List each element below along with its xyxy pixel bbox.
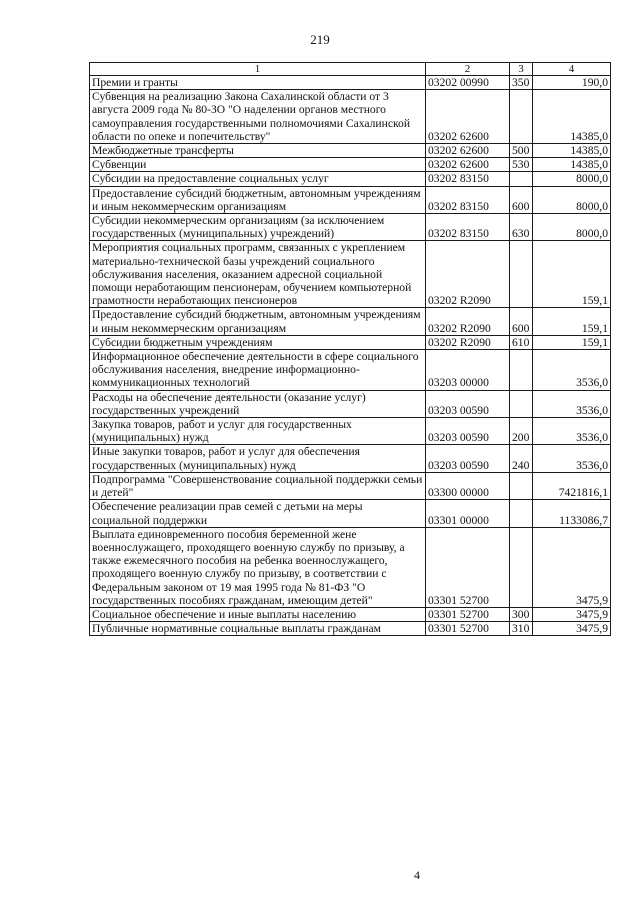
row-code-cell: 03202 62600 (426, 144, 510, 158)
table-row (90, 76, 611, 90)
row-type-cell (510, 527, 533, 607)
row-name-cell: Субсидии на предоставление социальных услуг (90, 172, 426, 186)
row-name-cell: Публичные нормативные социальные выплаты гражданам (90, 622, 426, 636)
row-code-cell: 03301 52700 (426, 607, 510, 621)
row-amount-cell: 159,1 (533, 241, 611, 308)
row-amount-cell: 3536,0 (533, 350, 611, 391)
table-header-row (90, 63, 611, 76)
table-row (90, 527, 611, 607)
table-row (90, 241, 611, 308)
row-code-cell: 03202 62600 (426, 90, 510, 144)
header-col-4: 4 (533, 63, 611, 76)
header-col-1: 1 (90, 63, 426, 76)
table-row (90, 350, 611, 391)
row-type-cell: 350 (510, 76, 533, 90)
row-amount-cell: 3536,0 (533, 418, 611, 445)
row-type-cell (510, 350, 533, 391)
table-row (90, 158, 611, 172)
table-row (90, 335, 611, 349)
row-code-cell: 03203 00590 (426, 418, 510, 445)
row-amount-cell: 3475,9 (533, 527, 611, 607)
footer-mark: 4 (414, 868, 420, 882)
row-code-cell: 03203 00590 (426, 445, 510, 472)
row-type-cell (510, 500, 533, 527)
table-row (90, 500, 611, 527)
row-name-cell: Обеспечение реализации прав семей с детьми на меры социальной поддержки (90, 500, 426, 527)
budget-table (89, 62, 611, 636)
row-type-cell: 630 (510, 214, 533, 241)
row-name-cell: Премии и гранты (90, 76, 426, 90)
row-name-cell: Иные закупки товаров, работ и услуг для обеспечения государственных (муниципальных) нужд (90, 445, 426, 472)
row-amount-cell: 14385,0 (533, 158, 611, 172)
row-name-cell: Закупка товаров, работ и услуг для государственных (муниципальных) нужд (90, 418, 426, 445)
row-type-cell (510, 241, 533, 308)
row-code-cell: 03202 R2090 (426, 241, 510, 308)
row-amount-cell: 8000,0 (533, 186, 611, 213)
row-type-cell: 600 (510, 186, 533, 213)
table-row (90, 214, 611, 241)
row-amount-cell: 3536,0 (533, 445, 611, 472)
row-type-cell (510, 390, 533, 417)
table-row (90, 144, 611, 158)
table-row (90, 308, 611, 335)
row-name-cell: Информационное обеспечение деятельности в сфере социального обслуживания населения, внедрение информационно-коммуникационных технологий (90, 350, 426, 391)
row-type-cell: 200 (510, 418, 533, 445)
row-amount-cell: 3475,9 (533, 607, 611, 621)
row-code-cell: 03202 62600 (426, 158, 510, 172)
row-amount-cell: 3475,9 (533, 622, 611, 636)
row-name-cell: Мероприятия социальных программ, связанных с укреплением материально-технической базы учреждений социального обслуживания населения, оказанием адресной социальной помощи неработающим пенсионерам, обучением компьютерной грамотности неработающих пенсионеров (90, 241, 426, 308)
row-code-cell: 03301 52700 (426, 527, 510, 607)
row-code-cell: 03203 00590 (426, 390, 510, 417)
row-code-cell: 03202 00990 (426, 76, 510, 90)
table-row (90, 390, 611, 417)
row-name-cell: Социальное обеспечение и иные выплаты населению (90, 607, 426, 621)
row-amount-cell: 190,0 (533, 76, 611, 90)
header-col-2: 2 (426, 63, 510, 76)
row-name-cell: Выплата единовременного пособия беременной жене военнослужащего, проходящего военную службу по призыву, а также ежемесячного пособия на ребенка военнослужащего, проходящего военную службу по призыву, в соответствии с Федеральным законом от 19 мая 1995 года № 81-ФЗ "О государственных пособиях гражданам, имеющим детей" (90, 527, 426, 607)
row-amount-cell: 14385,0 (533, 144, 611, 158)
row-type-cell: 240 (510, 445, 533, 472)
row-amount-cell: 8000,0 (533, 214, 611, 241)
row-amount-cell: 159,1 (533, 308, 611, 335)
row-name-cell: Субсидии некоммерческим организациям (за исключением государственных (муниципальных) учреждений) (90, 214, 426, 241)
page-number: 219 (310, 32, 330, 47)
row-type-cell (510, 472, 533, 499)
row-amount-cell: 14385,0 (533, 90, 611, 144)
row-amount-cell: 1133086,7 (533, 500, 611, 527)
row-code-cell: 03202 R2090 (426, 308, 510, 335)
row-name-cell: Предоставление субсидий бюджетным, автономным учреждениям и иным некоммерческим организациям (90, 186, 426, 213)
table-row (90, 607, 611, 621)
row-code-cell: 03202 83150 (426, 172, 510, 186)
row-code-cell: 03202 R2090 (426, 335, 510, 349)
row-name-cell: Субсидии бюджетным учреждениям (90, 335, 426, 349)
table-row (90, 418, 611, 445)
row-code-cell: 03301 52700 (426, 622, 510, 636)
row-type-cell: 500 (510, 144, 533, 158)
row-name-cell: Подпрограмма "Совершенствование социальной поддержки семьи и детей" (90, 472, 426, 499)
table-row (90, 622, 611, 636)
row-type-cell (510, 90, 533, 144)
row-amount-cell: 159,1 (533, 335, 611, 349)
row-amount-cell: 7421816,1 (533, 472, 611, 499)
table-row (90, 186, 611, 213)
row-type-cell: 300 (510, 607, 533, 621)
table-row (90, 445, 611, 472)
row-code-cell: 03202 83150 (426, 186, 510, 213)
row-name-cell: Субвенции (90, 158, 426, 172)
row-code-cell: 03300 00000 (426, 472, 510, 499)
row-name-cell: Расходы на обеспечение деятельности (оказание услуг) государственных учреждений (90, 390, 426, 417)
row-type-cell: 600 (510, 308, 533, 335)
row-name-cell: Межбюджетные трансферты (90, 144, 426, 158)
row-amount-cell: 3536,0 (533, 390, 611, 417)
row-amount-cell: 8000,0 (533, 172, 611, 186)
row-name-cell: Предоставление субсидий бюджетным, автономным учреждениям и иным некоммерческим организациям (90, 308, 426, 335)
row-type-cell (510, 172, 533, 186)
row-name-cell: Субвенция на реализацию Закона Сахалинской области от 3 августа 2009 года № 80-ЗО "О наделении органов местного самоуправления государственными полномочиями Сахалинской области по опеке и попечительству" (90, 90, 426, 144)
row-code-cell: 03301 00000 (426, 500, 510, 527)
row-type-cell: 610 (510, 335, 533, 349)
header-col-3: 3 (510, 63, 533, 76)
row-code-cell: 03203 00000 (426, 350, 510, 391)
table-row (90, 472, 611, 499)
table-row (90, 90, 611, 144)
row-type-cell: 310 (510, 622, 533, 636)
row-type-cell: 530 (510, 158, 533, 172)
table-row (90, 172, 611, 186)
row-code-cell: 03202 83150 (426, 214, 510, 241)
